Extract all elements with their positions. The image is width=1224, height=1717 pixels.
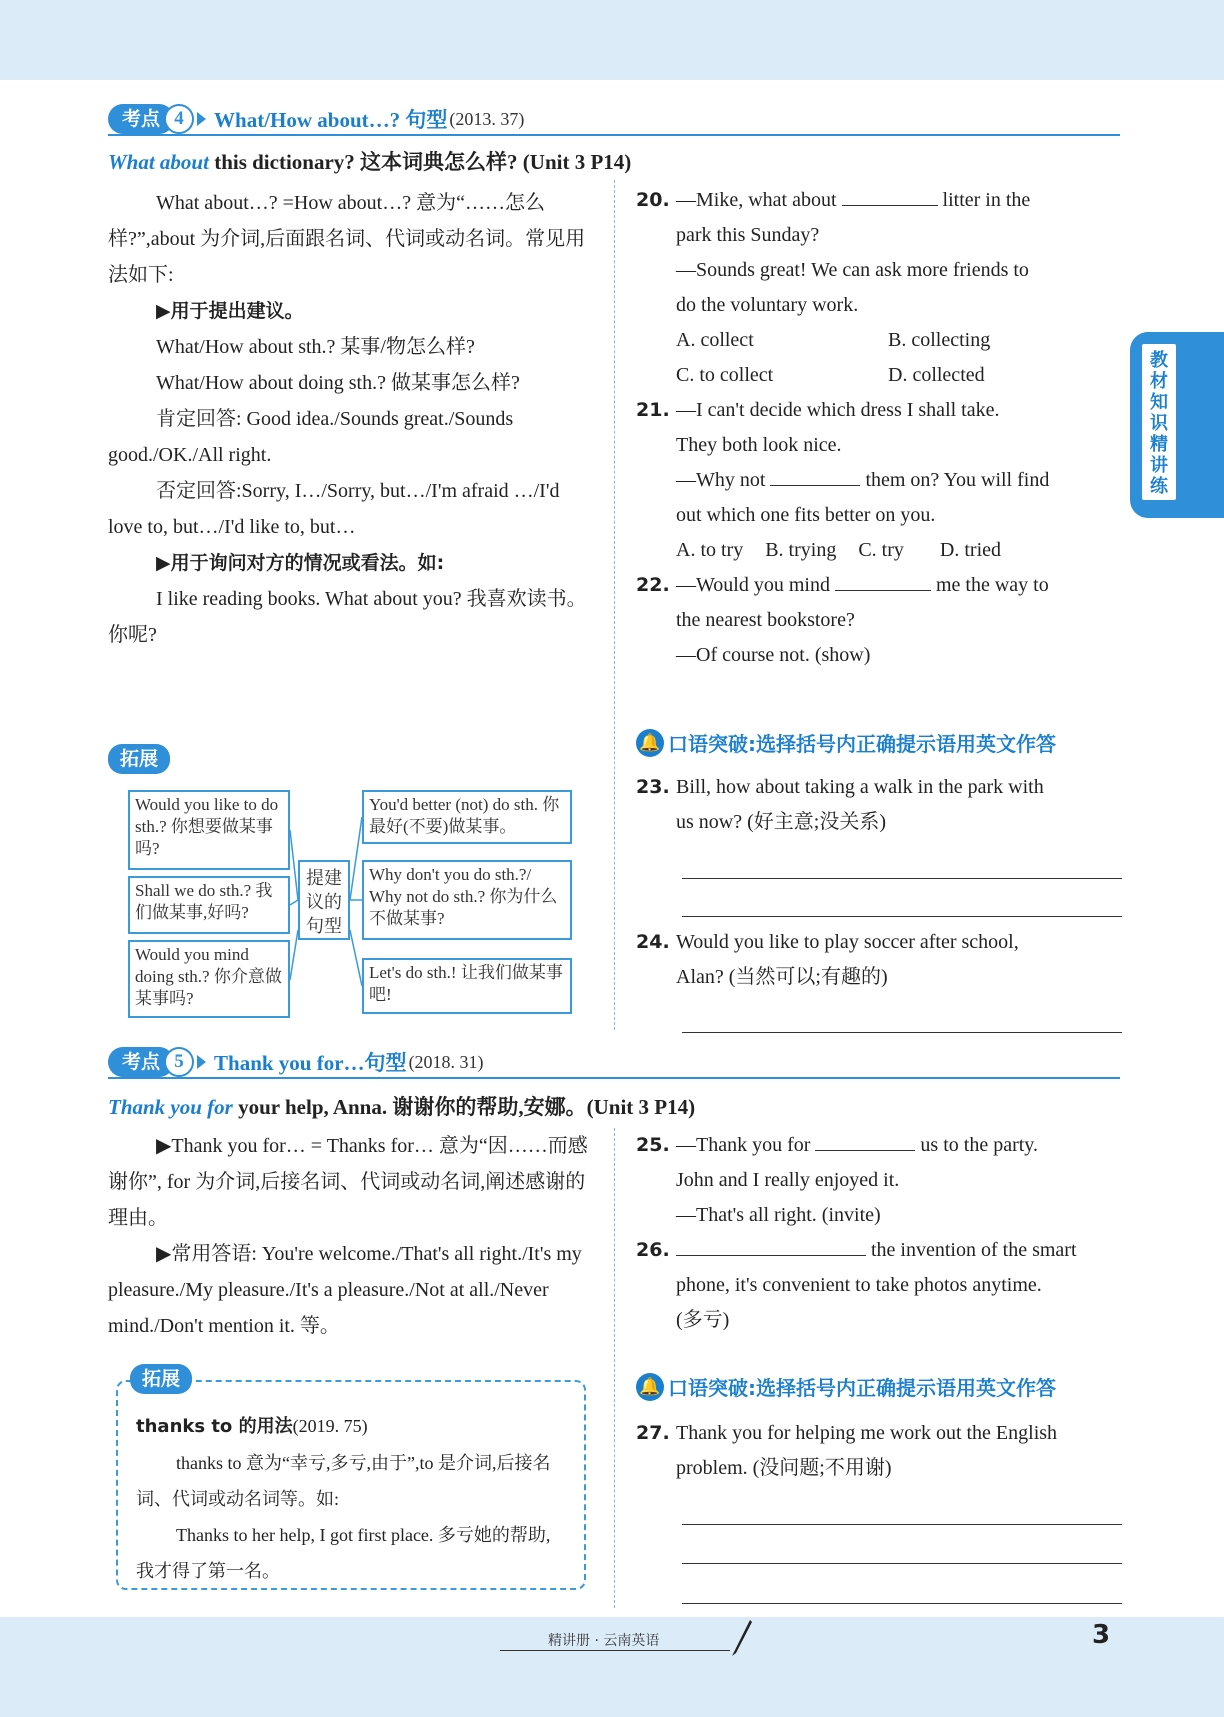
oral-breakthrough-header xyxy=(636,728,1056,757)
q21-text: They both look nice. xyxy=(676,434,842,456)
q22-blank[interactable] xyxy=(835,568,931,591)
q20-text: —Sounds great! We can ask more friends to xyxy=(676,259,1029,281)
extension-content xyxy=(136,1408,566,1589)
example-keyword: Thank you for xyxy=(108,1095,233,1119)
bell-icon: 🔔 xyxy=(636,729,664,757)
section5-example xyxy=(108,1091,695,1121)
section4-badge: 考点 xyxy=(108,104,174,134)
q26-text: phone, it's convenient to take photos anytime. xyxy=(676,1274,1042,1296)
map-box-shall-we: Shall we do sth.? 我们做某事,好吗? xyxy=(128,876,290,934)
answer-line[interactable] xyxy=(682,1524,1122,1525)
map-box-lets: Let's do sth.! 让我们做某事吧! xyxy=(362,958,572,1014)
option-c[interactable]: C. try xyxy=(858,539,904,561)
answer-line[interactable] xyxy=(682,916,1122,917)
example-sentence: this dictionary? 这本词典怎么样? (Unit 3 P14) xyxy=(208,150,632,174)
question-number: 27. xyxy=(636,1422,670,1444)
q27-text: problem. (没问题;不用谢) xyxy=(676,1457,892,1479)
question-24 xyxy=(636,925,1122,995)
top-band xyxy=(0,0,1224,80)
option-d[interactable]: D. tried xyxy=(939,539,1001,561)
usage-heading: ▶用于询问对方的情况或看法。如: xyxy=(156,552,445,574)
question-number: 26. xyxy=(636,1239,670,1261)
explain-para: ▶Thank you for… = Thanks for… 意为“因……而感谢你”, for 为介词,后接名词、代词或动名词,阐述感谢的理由。 xyxy=(108,1135,588,1229)
question-number: 21. xyxy=(636,399,670,421)
section4-number: 4 xyxy=(164,104,194,134)
extension-label: 拓展 xyxy=(108,744,170,774)
q20-text: park this Sunday? xyxy=(676,224,820,246)
section5-number: 5 xyxy=(164,1047,194,1077)
explain-para: What about…? =How about…? 意为“……怎么样?”,about 为介词,后面跟名词、代词或动名词。常见用法如下: xyxy=(108,192,586,286)
pattern-line: What/How about doing sth.? 做某事怎么样? xyxy=(156,372,520,394)
section4-year: (2013. 37) xyxy=(449,108,525,129)
section4-explanation xyxy=(108,185,592,653)
positive-answers: 肯定回答: Good idea./Sounds great./Sounds good./OK./All right. xyxy=(108,408,514,466)
extension-para: thanks to 意为“幸亏,多亏,由于”,to 是介词,后接名词、代词或动名词等。如: xyxy=(136,1453,551,1509)
map-box-why-not: Why don't you do sth.?/ Why not do sth.? 你为什么不做某事? xyxy=(362,860,572,940)
page-number: 3 xyxy=(1092,1620,1111,1650)
q27-text: Thank you for helping me work out the English xyxy=(676,1422,1058,1444)
q20-blank[interactable] xyxy=(842,183,938,206)
example-sentence: your help, Anna. 谢谢你的帮助,安娜。(Unit 3 P14) xyxy=(232,1095,696,1119)
extension-para: Thanks to her help, I got first place. 多亏她的帮助,我才得了第一名。 xyxy=(136,1525,551,1581)
pen-icon xyxy=(726,1618,754,1658)
option-a[interactable]: A. collect xyxy=(676,329,754,351)
question-number: 25. xyxy=(636,1134,670,1156)
usage-heading: ▶用于提出建议。 xyxy=(156,300,304,322)
q24-text: Alan? (当然可以;有趣的) xyxy=(676,966,888,988)
q25-text: John and I really enjoyed it. xyxy=(676,1169,900,1191)
column-divider xyxy=(614,180,615,1030)
answer-line[interactable] xyxy=(682,1563,1122,1564)
questions-20-22 xyxy=(636,183,1122,673)
q21-blank[interactable] xyxy=(770,463,860,486)
q25-text: —That's all right. (invite) xyxy=(676,1204,881,1226)
option-b[interactable]: B. trying xyxy=(765,539,837,561)
map-box-had-better: You'd better (not) do sth. 你最好(不要)做某事。 xyxy=(362,790,572,844)
section5-rule xyxy=(108,1077,1120,1079)
extension-tag xyxy=(130,1364,192,1394)
oral-instruction: 口语突破:选择括号内正确提示语用英文作答 xyxy=(668,1376,1056,1400)
map-connectors xyxy=(290,790,362,1020)
question-27 xyxy=(636,1416,1122,1486)
q22-text: the nearest bookstore? xyxy=(676,609,855,631)
map-box-would-you-mind: Would you mind doing sth.? 你介意做某事吗? xyxy=(128,940,290,1018)
option-a[interactable]: A. to try xyxy=(676,539,744,561)
q22-text: —Of course not. (show) xyxy=(676,644,871,666)
question-number: 22. xyxy=(636,574,670,596)
bell-icon: 🔔 xyxy=(636,1373,664,1401)
q20-text: —Mike, what about xyxy=(676,189,837,211)
option-b[interactable]: B. collecting xyxy=(888,329,991,351)
pattern-line: What/How about sth.? 某事/物怎么样? xyxy=(156,336,475,358)
map-box-would-you-like: Would you like to do sth.? 你想要做某事吗? xyxy=(128,790,290,870)
column-divider xyxy=(614,1128,615,1608)
play-arrow-icon xyxy=(197,112,206,126)
q23-text: us now? (好主意;没关系) xyxy=(676,811,886,833)
section5-badge: 考点 xyxy=(108,1047,174,1077)
question-number: 23. xyxy=(636,776,670,798)
oral-breakthrough-header xyxy=(636,1372,1056,1401)
reply-list: ▶常用答语: You're welcome./That's all right./It's my pleasure./My pleasure./It's a pleasure./Not at all./Never mind./Don't mention it. 等。 xyxy=(108,1243,582,1337)
q24-text: Would you like to play soccer after school, xyxy=(676,931,1019,953)
section4-example xyxy=(108,146,631,176)
q20-text: do the voluntary work. xyxy=(676,294,859,316)
extension-year: (2019. 75) xyxy=(292,1416,368,1436)
extension-tag xyxy=(108,744,170,774)
footer-book: 精讲册 · 云南英语 xyxy=(548,1633,660,1649)
q26-text: (多亏) xyxy=(676,1309,730,1331)
section4-header xyxy=(108,104,524,134)
oral-instruction: 口语突破:选择括号内正确提示语用英文作答 xyxy=(668,732,1056,756)
answer-line[interactable] xyxy=(682,878,1122,879)
option-c[interactable]: C. to collect xyxy=(676,364,774,386)
q25-blank[interactable] xyxy=(815,1128,915,1151)
side-tab-label: 教材知识精讲练 xyxy=(1140,342,1178,502)
q20-options xyxy=(636,323,1122,393)
extension-title: thanks to 的用法 xyxy=(136,1416,293,1437)
section5-header xyxy=(108,1047,484,1077)
q21-options xyxy=(636,533,1122,568)
q21-text: out which one fits better on you. xyxy=(676,504,936,526)
q22-text: —Would you mind xyxy=(676,574,830,596)
q21-text: —I can't decide which dress I shall take. xyxy=(676,399,1000,421)
example-para: I like reading books. What about you? 我喜欢读书。你呢? xyxy=(108,588,587,646)
section5-year: (2018. 31) xyxy=(408,1051,484,1072)
answer-line[interactable] xyxy=(682,1032,1122,1033)
section5-title: Thank you for…句型 xyxy=(214,1051,407,1075)
q25-text: us to the party. xyxy=(920,1134,1038,1156)
play-arrow-icon xyxy=(197,1055,206,1069)
question-number: 20. xyxy=(636,189,670,211)
section4-rule xyxy=(108,134,1120,136)
q22-text: me the way to xyxy=(935,574,1049,596)
question-23 xyxy=(636,770,1122,840)
example-keyword: What about xyxy=(108,150,209,174)
q21-text: —Why not xyxy=(676,469,766,491)
questions-25-26 xyxy=(636,1128,1122,1338)
section4-title: What/How about…? 句型 xyxy=(214,108,448,132)
q26-text: the invention of the smart xyxy=(871,1239,1077,1261)
q26-blank[interactable] xyxy=(676,1233,866,1256)
q23-text: Bill, how about taking a walk in the park with xyxy=(676,776,1044,798)
section5-explanation xyxy=(108,1128,592,1344)
map-center: 提建议的句型 xyxy=(298,860,350,940)
q25-text: —Thank you for xyxy=(676,1134,811,1156)
negative-answers: 否定回答:Sorry, I…/Sorry, but…/I'm afraid …/I'd love to, but…/I'd like to, but… xyxy=(108,480,560,538)
question-number: 24. xyxy=(636,931,670,953)
extension-label: 拓展 xyxy=(130,1364,192,1394)
q20-text: litter in the xyxy=(942,189,1031,211)
footer-rule xyxy=(500,1650,730,1651)
q21-text: them on? You will find xyxy=(865,469,1050,491)
option-d[interactable]: D. collected xyxy=(888,364,985,386)
answer-line[interactable] xyxy=(682,1603,1122,1604)
